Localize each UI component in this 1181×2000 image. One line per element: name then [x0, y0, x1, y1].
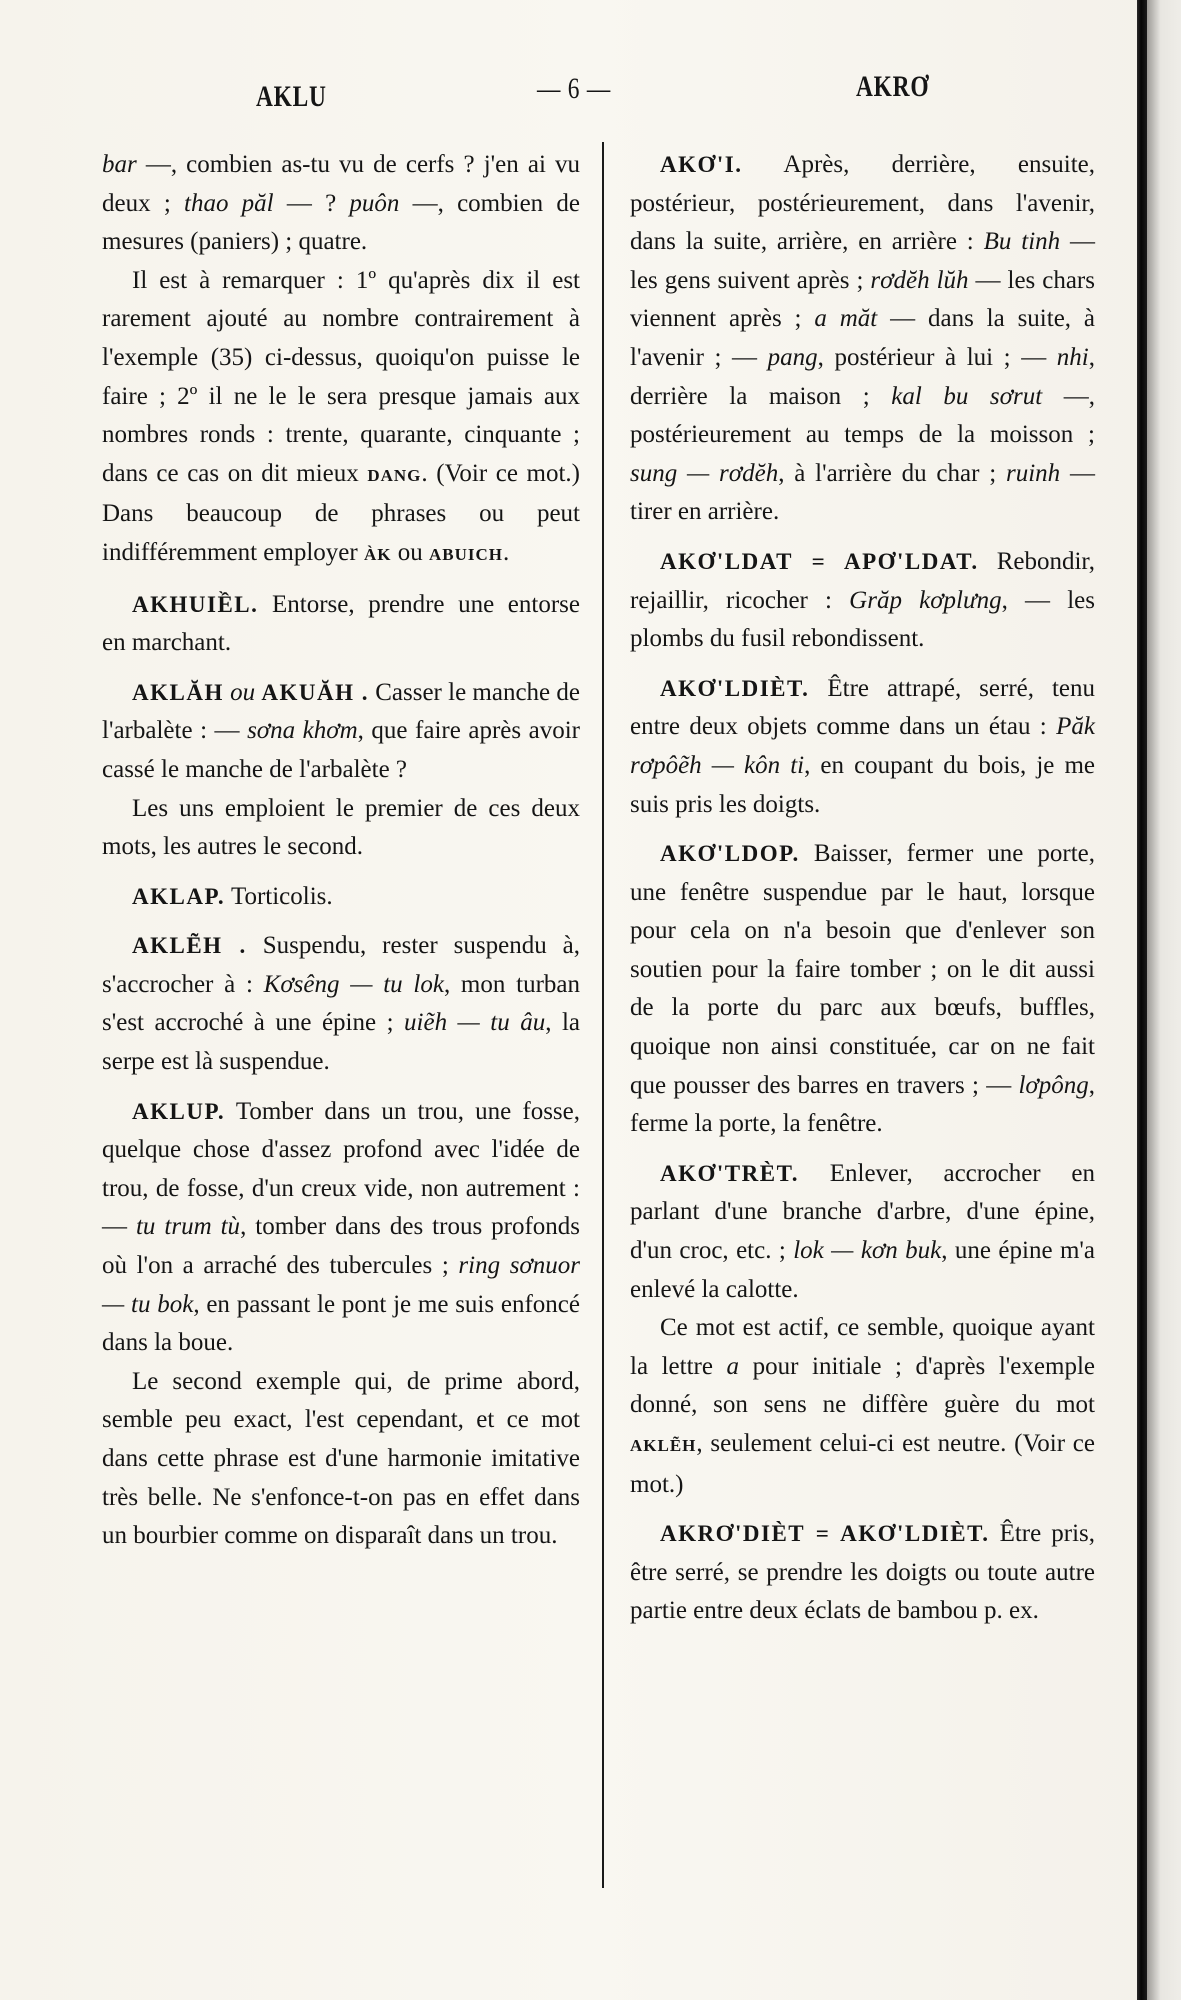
vernacular-example: tu trum tù — [135, 1213, 241, 1241]
entry-definition — [630, 1515, 1095, 1631]
definition-text: Suspendu, rester suspendu à, s'accrocher à : — [102, 932, 580, 998]
definition-text: , que faire après avoir cassé le manche de l'arbalète ? — [102, 717, 580, 783]
definition-text: , — les plombs du fusil rebondissent. — [630, 586, 1095, 653]
definition-text: Être pris, être serré, se prendre les doigts ou toute autre partie entre deux éclats de bambou p. ex. — [630, 1520, 1095, 1625]
definition-text: , ferme la porte, la fenêtre. — [630, 1071, 1095, 1138]
entry-note — [102, 790, 580, 867]
definition-text: Après, derrière, ensuite, postérieur, postérieurement, dans l'avenir, dans la suite, arrière, en arrière : — [630, 151, 1095, 256]
headword: AKƠ'LDAT = APƠ'LDAT. — [660, 548, 979, 574]
vernacular-example: Grăp kơplưng — [849, 586, 1002, 614]
cross-reference: AKLẼH — [630, 1436, 697, 1455]
definition-text: , tomber dans des trous profonds où l'on a arraché des tubercules ; — [102, 1213, 581, 1280]
definition-text: , la serpe est là suspendue. — [102, 1009, 580, 1076]
vernacular-example: sơna khơm — [247, 717, 358, 745]
right-entries — [630, 146, 1095, 1631]
dictionary-entry — [630, 543, 1095, 659]
running-head-left: AKLU — [256, 80, 327, 113]
vernacular-example: lok — kơn buk — [793, 1237, 942, 1265]
continuation-block — [102, 146, 580, 575]
dictionary-entry — [102, 586, 580, 663]
continuation-text — [102, 146, 580, 262]
definition-text: —, combien as-tu vu de cerfs ? j'en ai vu deux ; — [102, 151, 580, 217]
vernacular-example: puôn — [349, 189, 400, 217]
dictionary-entry — [630, 1515, 1095, 1631]
dictionary-entry — [630, 835, 1095, 1144]
vernacular-example: ring sơnuor — tu bok — [102, 1252, 580, 1318]
entry-definition — [102, 674, 580, 790]
headword: AKLAP. — [132, 883, 226, 909]
definition-text: Ce mot est actif, ce semble, quoique ayant la lettre — [630, 1314, 1095, 1380]
cross-reference: ÀK — [363, 544, 392, 564]
definition-text: — tirer en arrière. — [630, 459, 1095, 526]
entry-definition — [630, 670, 1095, 824]
dictionary-entry — [102, 1093, 580, 1556]
entry-definition — [102, 878, 580, 917]
dictionary-entry — [630, 1155, 1095, 1504]
definition-text: pour initiale ; d'après l'exemple donné, son sens ne diffère guère du mot — [630, 1352, 1095, 1419]
dictionary-entry — [102, 927, 580, 1081]
headword: AKRƠ'DIÈT = AKƠ'LDIÈT. — [660, 1521, 990, 1547]
definition-text: Les uns emploient le premier de ces deux mots, les autres le second. — [102, 794, 580, 861]
definition-text: Être attrapé, serré, tenu entre deux objets comme dans un étau : — [630, 674, 1095, 741]
vernacular-example: thao păl — [184, 189, 274, 217]
entry-note — [102, 1363, 580, 1556]
vernacular-example: a — [726, 1352, 740, 1380]
page-number: — 6 — — [537, 72, 612, 105]
running-head-right: AKRƠ — [856, 70, 930, 103]
definition-text: Enlever, accrocher en parlant d'une branche d'arbre, d'une épine, d'un croc, etc. ; — [630, 1159, 1095, 1265]
dictionary-entry — [630, 670, 1095, 824]
entry-definition — [102, 1093, 580, 1363]
definition-text: , en coupant du bois, je me suis pris les doigts. — [630, 751, 1095, 818]
definition-text: Torticolis. — [225, 882, 333, 910]
entry-definition — [102, 927, 580, 1081]
definition-text: , à l'arrière du char ; — [778, 459, 1006, 487]
dictionary-entry — [102, 878, 580, 917]
definition-text: — dans la suite, à l'avenir ; — — [630, 305, 1096, 371]
right-column — [630, 146, 1095, 1642]
vernacular-example: lơpông — [1018, 1071, 1089, 1099]
entry-definition — [630, 543, 1095, 659]
headword-variant: AKUĂH . — [261, 679, 369, 705]
definition-text: — ? — [273, 189, 350, 217]
definition-text: , seulement celui-ci est neutre. (Voir ce mot.) — [630, 1430, 1095, 1498]
vernacular-example: bar — [102, 151, 137, 178]
vernacular-example: Păk rơpôẽh — kôn ti — [630, 713, 1095, 779]
cross-reference: ABUICH — [428, 544, 503, 564]
entry-note — [630, 1309, 1095, 1504]
dictionary-entry — [630, 146, 1095, 532]
entry-definition — [102, 586, 580, 663]
definition-text: Casser le manche de l'arbalète : — — [102, 678, 580, 745]
left-column — [102, 146, 580, 1567]
vernacular-example: nhi — [1056, 343, 1089, 371]
definition-text: . (Voir ce mot.) Dans beaucoup de phrases ou peut indifféremment employer — [102, 459, 580, 566]
headword: AKLUP. — [132, 1098, 226, 1124]
definition-text: , une épine m'a enlevé la calotte. — [630, 1237, 1096, 1303]
vernacular-example: sung — rơdĕh — [630, 459, 779, 487]
entry-definition — [630, 835, 1095, 1144]
headword: AKHUIỀL. — [132, 591, 259, 617]
definition-text: — les chars viennent après ; — [630, 266, 1095, 333]
page-edge-shadow — [1137, 0, 1147, 2000]
headword: AKLĂH — [132, 679, 224, 705]
definition-text: , postérieur à lui ; — — [817, 343, 1057, 371]
definition-text: , en passant le pont je me suis enfoncé dans la boue. — [102, 1290, 580, 1357]
definition-text: Tomber dans un trou, une fosse, quelque chose d'assez profond avec l'idée de trou, de fosse, d'un creux vide, non autrement : — — [102, 1097, 580, 1241]
note-paragraph — [102, 262, 580, 575]
column-divider — [602, 142, 604, 1888]
entry-definition — [630, 1155, 1095, 1309]
vernacular-example: kal bu sơrut — [891, 382, 1043, 410]
dictionary-entry — [102, 674, 580, 867]
headword: AKƠ'TRÈT. — [660, 1160, 799, 1186]
vernacular-example: ruinh — [1006, 459, 1061, 487]
vernacular-example: Kơsêng — tu lok — [263, 970, 444, 998]
definition-text: Entorse, prendre une entorse en marchant. — [102, 590, 580, 657]
vernacular-example: pang — [767, 343, 818, 371]
definition-text: , derrière la maison ; — [630, 343, 1095, 410]
headword: AKLẼH . — [132, 933, 247, 959]
vernacular-example: a măt — [814, 305, 878, 333]
definition-text: . — [502, 538, 510, 566]
vernacular-example: ou — [223, 678, 262, 706]
adjacent-page-margin — [1147, 0, 1181, 2000]
definition-text: Baisser, fermer une porte, une fenêtre suspendue par le haut, lorsque pour cela on n'a besoin que d'enlever son soutien pour la faire tomber ; on le dit aussi de la porte du parc aux bœufs, buffles, quoique non ainsi constituée, car on ne fait que pousser des barres en travers ; — — [630, 840, 1095, 1099]
definition-text: —, postérieurement au temps de la moisson ; — [630, 382, 1095, 449]
definition-text: Rebondir, rejaillir, ricocher : — [630, 547, 1095, 614]
headword: AKƠ'LDIÈT. — [660, 675, 810, 701]
vernacular-example: Bu tinh — [983, 228, 1061, 256]
definition-text: ou — [391, 538, 429, 566]
vernacular-example: uiẽh — tu âu — [404, 1009, 546, 1037]
headword: AKƠ'I. — [660, 152, 743, 177]
vernacular-example: rơdĕh lŭh — [870, 266, 969, 294]
cross-reference: DANG — [367, 465, 422, 485]
definition-text: , mon turban s'est accroché à une épine ; — [102, 970, 580, 1037]
left-entries — [102, 586, 580, 1556]
headword: AKƠ'LDOP. — [660, 841, 800, 867]
entry-definition — [630, 146, 1095, 532]
definition-text: — les gens suivent après ; — [630, 228, 1096, 294]
definition-text: Il est à remarquer : 1º qu'après dix il est rarement ajouté au nombre contrairement à l'exemple (35) ci-dessus, quoiqu'on puisse le faire ; 2º il ne le le sera presque jamais aux nombres ronds : trente, quarante, cinquante ; dans ce cas on dit mieux — [102, 266, 580, 487]
definition-text: —, combien de mesures (paniers) ; quatre. — [102, 189, 580, 256]
definition-text: Le second exemple qui, de prime abord, semble peu exact, l'est cependant, et ce mot dans cette phrase est d'une harmonie imitative très belle. Ne s'enfonce-t-on pas en effet dans un bourbier comme on disparaît dans un trou. — [102, 1367, 580, 1550]
